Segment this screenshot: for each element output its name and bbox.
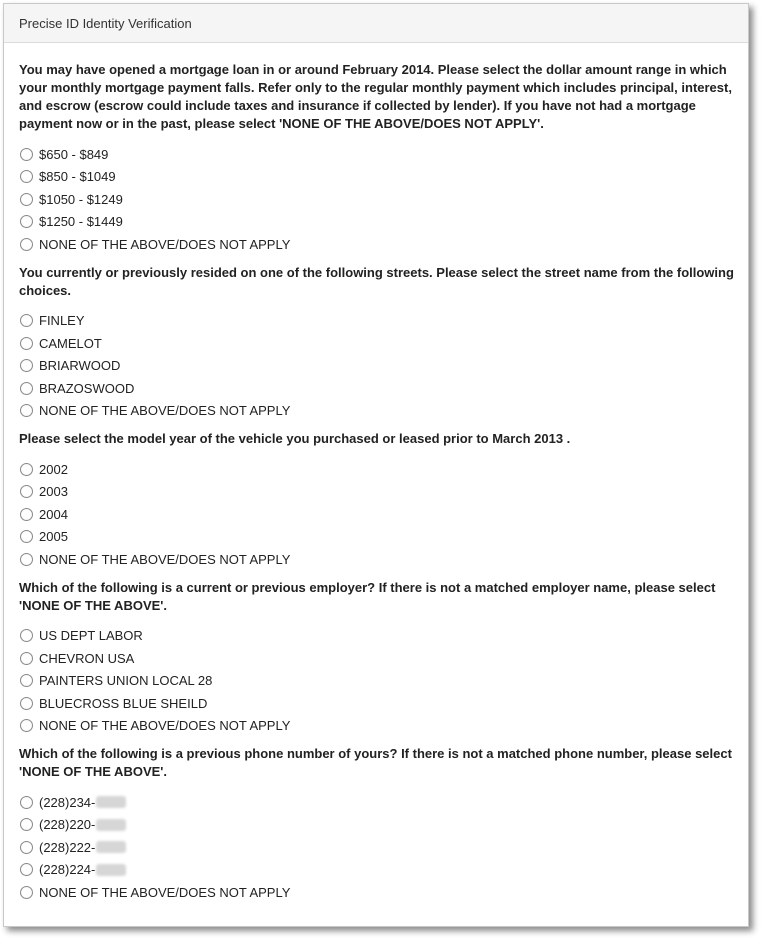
question-employer [19, 579, 734, 738]
radio-option[interactable] [19, 526, 734, 549]
option-label: $1050 - $1249 [39, 191, 123, 207]
option-label: $850 - $1049 [39, 169, 116, 185]
option-label: NONE OF THE ABOVE/DOES NOT APPLY [39, 884, 291, 900]
option-label: (228)234- [39, 794, 96, 810]
radio-option[interactable] [19, 881, 734, 904]
radio-option[interactable] [19, 310, 734, 333]
radio-button[interactable] [20, 404, 33, 417]
radio-button[interactable] [20, 629, 33, 642]
radio-option[interactable] [19, 377, 734, 400]
question-mortgage [19, 61, 734, 256]
radio-button[interactable] [20, 463, 33, 476]
radio-button[interactable] [20, 886, 33, 899]
radio-button[interactable] [20, 553, 33, 566]
option-label: PAINTERS UNION LOCAL 28 [39, 673, 213, 689]
option-label: NONE OF THE ABOVE/DOES NOT APPLY [39, 718, 291, 734]
redacted-digits [96, 864, 126, 876]
radio-button[interactable] [20, 508, 33, 521]
option-label: CHEVRON USA [39, 650, 135, 666]
radio-button[interactable] [20, 652, 33, 665]
redacted-digits [96, 796, 126, 808]
radio-button[interactable] [20, 719, 33, 732]
question-vehicle-year [19, 430, 734, 571]
option-label: (228)222- [39, 839, 96, 855]
radio-option[interactable] [19, 233, 734, 256]
radio-option[interactable] [19, 859, 734, 882]
radio-option[interactable] [19, 647, 734, 670]
option-label: CAMELOT [39, 335, 102, 351]
option-label: NONE OF THE ABOVE/DOES NOT APPLY [39, 403, 291, 419]
question-text: Which of the following is a previous phone number of yours? If there is not a matched phone number, please select 'NONE OF THE ABOVE'. [19, 746, 732, 779]
radio-button[interactable] [20, 382, 33, 395]
radio-button[interactable] [20, 485, 33, 498]
radio-option[interactable] [19, 791, 734, 814]
radio-option[interactable] [19, 143, 734, 166]
radio-button[interactable] [20, 170, 33, 183]
radio-button[interactable] [20, 193, 33, 206]
radio-option[interactable] [19, 211, 734, 234]
option-label: 2003 [39, 484, 68, 500]
question-text: You currently or previously resided on one of the following streets. Please select the street name from the following choices. [19, 264, 734, 298]
option-label: FINLEY [39, 313, 85, 329]
option-label: BRAZOSWOOD [39, 380, 135, 396]
radio-option[interactable] [19, 400, 734, 423]
option-label: NONE OF THE ABOVE/DOES NOT APPLY [39, 236, 291, 252]
question-phone [19, 745, 734, 904]
option-label: $1250 - $1449 [39, 214, 123, 230]
option-label: BLUECROSS BLUE SHEILD [39, 695, 208, 711]
redacted-digits [96, 819, 126, 831]
question-street [19, 264, 734, 423]
radio-option[interactable] [19, 548, 734, 571]
option-label: (228)220- [39, 817, 96, 833]
option-label: 2004 [39, 506, 68, 522]
radio-option[interactable] [19, 503, 734, 526]
radio-option[interactable] [19, 670, 734, 693]
panel-header [4, 4, 748, 43]
radio-option[interactable] [19, 355, 734, 378]
radio-option[interactable] [19, 836, 734, 859]
radio-option[interactable] [19, 814, 734, 837]
radio-option[interactable] [19, 715, 734, 738]
option-label: 2002 [39, 461, 68, 477]
radio-button[interactable] [20, 215, 33, 228]
question-text: Please select the model year of the vehicle you purchased or leased prior to March 2013 . [19, 431, 571, 446]
radio-button[interactable] [20, 697, 33, 710]
radio-button[interactable] [20, 148, 33, 161]
radio-button[interactable] [20, 674, 33, 687]
verification-panel [3, 3, 749, 927]
panel-title: Precise ID Identity Verification [19, 15, 192, 31]
radio-button[interactable] [20, 863, 33, 876]
radio-button[interactable] [20, 337, 33, 350]
radio-option[interactable] [19, 625, 734, 648]
question-text: Which of the following is a current or previous employer? If there is not a matched employer name, please select 'NONE OF THE ABOVE'. [19, 579, 716, 613]
option-label: (228)224- [39, 862, 96, 878]
question-text: You may have opened a mortgage loan in or around February 2014. Please select the dollar amount range in which your monthly mortgage payment falls. Refer only to the regular monthly payment which includes principal, interest, and escrow (escrow could include taxes and insurance if collected by lender). If you have not had a mortgage payment now or in the past, please select 'NONE OF THE ABOVE/DOES NOT APPLY'. [19, 62, 732, 131]
radio-button[interactable] [20, 238, 33, 251]
option-label: NONE OF THE ABOVE/DOES NOT APPLY [39, 551, 291, 567]
radio-option[interactable] [19, 188, 734, 211]
radio-button[interactable] [20, 841, 33, 854]
radio-button[interactable] [20, 359, 33, 372]
option-label: US DEPT LABOR [39, 628, 143, 644]
radio-option[interactable] [19, 458, 734, 481]
radio-option[interactable] [19, 332, 734, 355]
radio-button[interactable] [20, 796, 33, 809]
radio-option[interactable] [19, 692, 734, 715]
radio-button[interactable] [20, 818, 33, 831]
option-label: BRIARWOOD [39, 358, 121, 374]
panel-body [4, 43, 748, 904]
option-label: 2005 [39, 529, 68, 545]
radio-button[interactable] [20, 314, 33, 327]
redacted-digits [96, 841, 126, 853]
radio-button[interactable] [20, 530, 33, 543]
radio-option[interactable] [19, 481, 734, 504]
radio-option[interactable] [19, 166, 734, 189]
option-label: $650 - $849 [39, 146, 109, 162]
